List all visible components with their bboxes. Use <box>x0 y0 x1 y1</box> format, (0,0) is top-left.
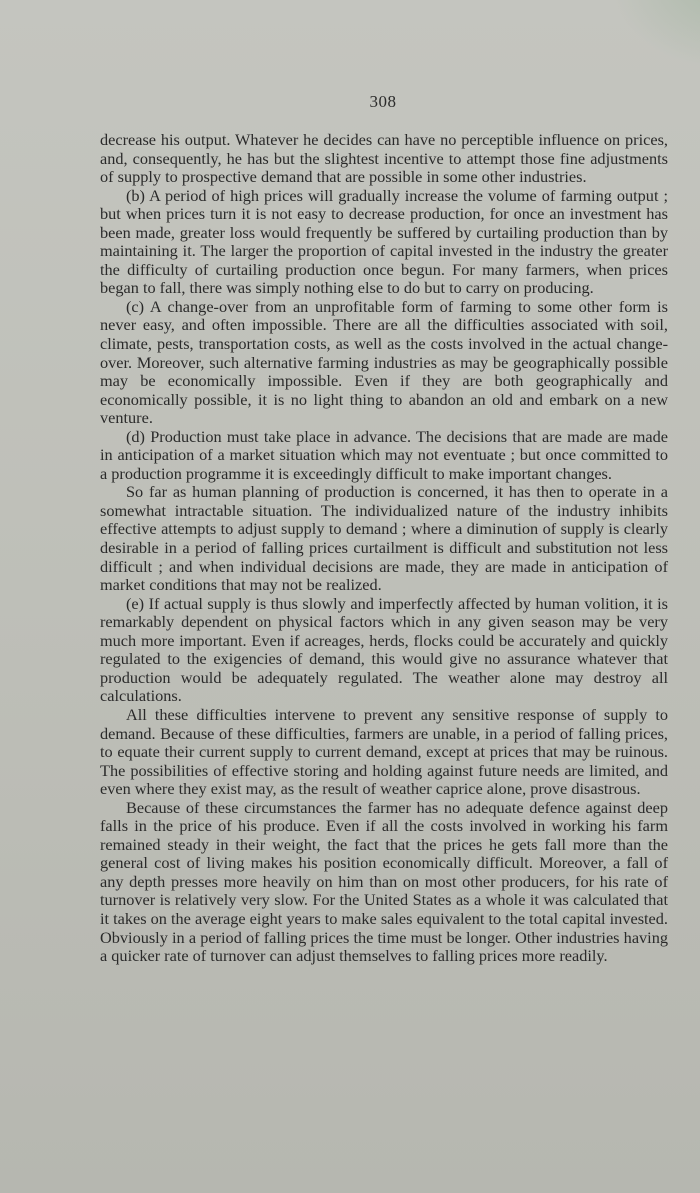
paragraph-d: (d) Production must take place in advance. The decisions that are made are made in anticipation of a market situation which may not eventuate ; but once committed to a production programme it is exceedingly difficult to make important changes. <box>100 426 668 483</box>
page-corner-discoloration <box>610 0 700 70</box>
paragraph-c: (c) A change-over from an unprofitable form of farming to some other form is never easy, and often impossible. There are all the difficulties associated with soil, climate, pests, transportation costs, as well as the costs involved in the actual change-over. Moreover, such alternative farming industries as may be geographically possible may be economically impossible. Even if they are both geographically and economically possible, it is no light thing to abandon an old and embark on a new venture. <box>100 296 668 428</box>
paragraph-e: (e) If actual supply is thus slowly and imperfectly affected by human volition, it is remarkably dependent on physical factors which in any given season may be very much more important. Even if acreages, herds, flocks could be accurately and quickly regulated to the exigencies of demand, this would give no assurance whatever that production would be adequately regulated. The weather alone may destroy all calculations. <box>100 593 668 706</box>
paragraph-difficulties: All these difficulties intervene to prevent any sensitive response of supply to demand. Because of these difficulties, farmers are unable, in a period of falling prices, to equate their current supply to current demand, except at prices that may be ruinous. The possibilities of effective storing and holding against future needs are limited, and even where they exist may, as the result of weather caprice alone, prove disastrous. <box>100 704 668 799</box>
paragraph-planning: So far as human planning of production is concerned, it has then to operate in a somewhat intractable situation. The individualized nature of the industry inhibits effective attempts to adjust supply to demand ; where a diminution of supply is clearly desirable in a period of falling prices curtailment is difficult and substitution not less difficult ; and when individual decisions are made, they are made in anticipation of market conditions that may not be realized. <box>100 482 668 595</box>
page-number: 308 <box>369 92 397 111</box>
paragraph-circumstances: Because of these circumstances the farmer has no adequate defence against deep falls in the price of his produce. Even if all the costs involved in working his farm remained steady in their weight, the fact that the prices he gets fall more than the general cost of living makes his position economically difficult. Moreover, a fall of any depth presses more heavily on him than on most other producers, for his rate of turnover is relatively very slow. For the United States as a whole it was calculated that it takes on the average eight years to make sales equivalent to the total capital invested. Obviously in a period of falling prices the time must be longer. Other industries having a quicker rate of turnover can adjust themselves to falling prices more readily. <box>100 797 668 966</box>
paragraph-continuation: decrease his output. Whatever he decides can have no perceptible influence on prices, and, consequently, he has but the slightest incentive to attempt those fine adjustments of supply to prospective demand that are possible in some other industries. <box>100 130 668 187</box>
paragraph-b: (b) A period of high prices will gradually increase the volume of farming output ; but when prices turn it is not easy to decrease production, for once an investment has been made, greater loss would frequently be suffered by curtailing production than by maintaining it. The larger the proportion of capital invested in the industry the greater the difficulty of curtailing production once begun. For many farmers, when prices began to fall, there was simply nothing else to do but to carry on producing. <box>100 185 668 298</box>
body-text <box>100 131 668 966</box>
